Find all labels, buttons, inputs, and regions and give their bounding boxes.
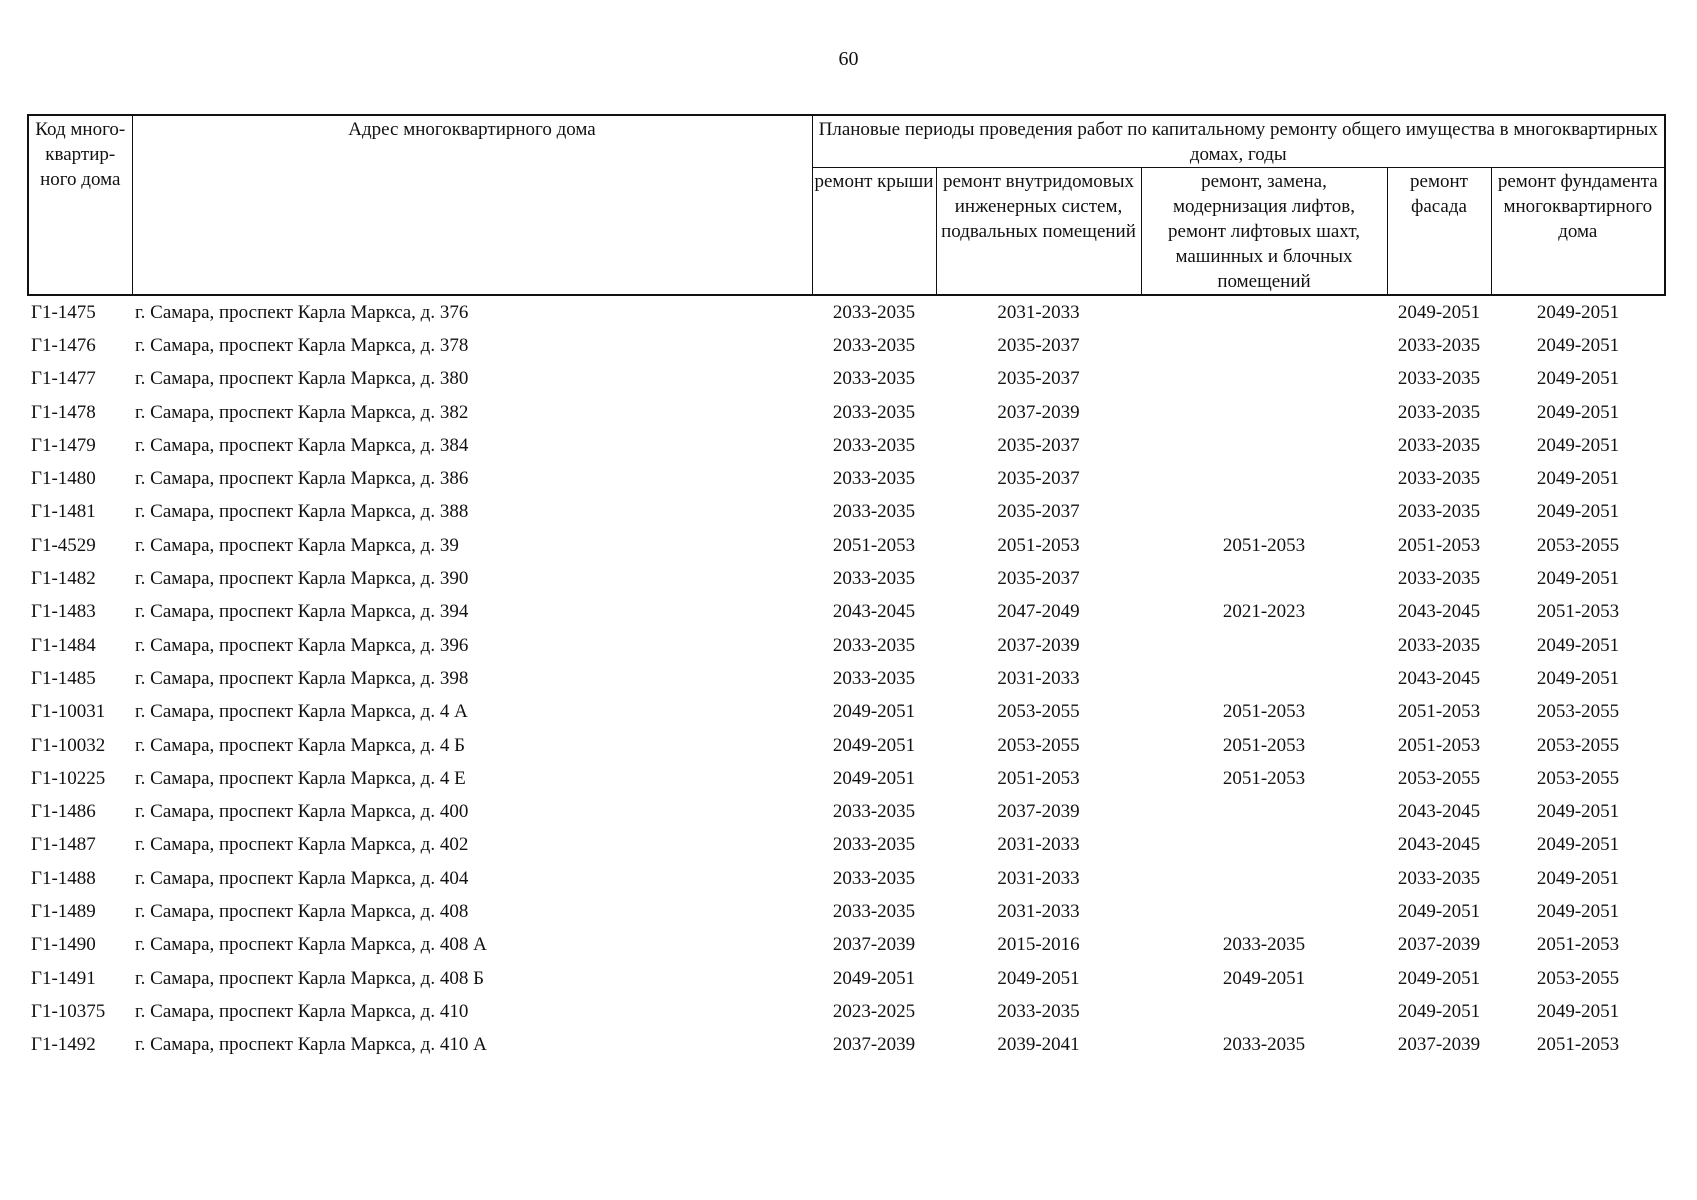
cell-address: г. Самара, проспект Карла Маркса, д. 394 — [135, 601, 469, 623]
cell-systems: 2049-2051 — [997, 967, 1080, 989]
cell-elevators — [1141, 829, 1387, 862]
header-roof: ремонт крыши — [812, 168, 936, 296]
cell-roof: 2033-2035 — [832, 301, 916, 323]
cell-foundation: 2053-2055 — [1536, 967, 1620, 989]
cell-roof: 2043-2045 — [832, 601, 916, 623]
cell-facade: 2033-2035 — [1397, 568, 1481, 590]
cell-roof: 2033-2035 — [832, 401, 916, 423]
cell-systems: 2031-2033 — [997, 301, 1080, 323]
table-header — [28, 115, 1665, 295]
cell-facade: 2033-2035 — [1397, 368, 1481, 390]
cell-foundation: 2049-2051 — [1536, 434, 1620, 456]
cell-elevators — [1141, 862, 1387, 895]
repair-schedule-table — [27, 114, 1666, 1062]
cell-roof: 2037-2039 — [832, 1034, 916, 1056]
cell-facade: 2033-2035 — [1397, 468, 1481, 490]
cell-foundation: 2049-2051 — [1536, 900, 1620, 922]
cell-code: Г1-1482 — [31, 568, 96, 590]
cell-systems: 2051-2053 — [997, 534, 1080, 556]
cell-elevators — [1141, 629, 1387, 662]
cell-code: Г1-1483 — [31, 601, 96, 623]
cell-address: г. Самара, проспект Карла Маркса, д. 384 — [135, 434, 469, 456]
cell-elevators — [1141, 429, 1387, 462]
cell-systems: 2047-2049 — [997, 601, 1080, 623]
table-row — [28, 696, 1665, 729]
cell-systems: 2053-2055 — [997, 701, 1080, 723]
cell-foundation: 2053-2055 — [1536, 734, 1620, 756]
cell-elevators: 2049-2051 — [1222, 967, 1306, 989]
cell-roof: 2033-2035 — [832, 568, 916, 590]
cell-address: г. Самара, проспект Карла Маркса, д. 380 — [135, 368, 469, 390]
cell-address: г. Самара, проспект Карла Маркса, д. 402 — [135, 834, 469, 856]
table-body — [28, 295, 1665, 1062]
cell-code: Г1-1475 — [31, 301, 96, 323]
table-row — [28, 562, 1665, 595]
table-row — [28, 662, 1665, 695]
table-row — [28, 596, 1665, 629]
cell-code: Г1-10031 — [31, 701, 106, 723]
cell-facade: 2033-2035 — [1397, 334, 1481, 356]
cell-elevators — [1141, 396, 1387, 429]
cell-address: г. Самара, проспект Карла Маркса, д. 408 А — [135, 934, 487, 956]
header-foundation: ремонт фундамента многоквартирного дома — [1491, 168, 1665, 296]
cell-facade: 2049-2051 — [1397, 900, 1481, 922]
cell-systems: 2037-2039 — [997, 634, 1080, 656]
cell-systems: 2053-2055 — [997, 734, 1080, 756]
cell-facade: 2037-2039 — [1397, 1034, 1481, 1056]
cell-facade: 2051-2053 — [1397, 534, 1481, 556]
table-row — [28, 995, 1665, 1028]
cell-code: Г1-10032 — [31, 734, 106, 756]
cell-code: Г1-1486 — [31, 801, 96, 823]
cell-facade: 2049-2051 — [1397, 1000, 1481, 1022]
cell-code: Г1-1481 — [31, 501, 96, 523]
cell-elevators: 2051-2053 — [1222, 767, 1306, 789]
cell-code: Г1-1476 — [31, 334, 96, 356]
table-row — [28, 529, 1665, 562]
cell-address: г. Самара, проспект Карла Маркса, д. 396 — [135, 634, 469, 656]
cell-elevators — [1141, 562, 1387, 595]
cell-address: г. Самара, проспект Карла Маркса, д. 4 Б — [135, 734, 466, 756]
cell-roof: 2033-2035 — [832, 468, 916, 490]
cell-systems: 2033-2035 — [997, 1000, 1080, 1022]
cell-elevators — [1141, 462, 1387, 495]
cell-code: Г1-1487 — [31, 834, 96, 856]
table-row — [28, 295, 1665, 329]
cell-elevators — [1141, 496, 1387, 529]
cell-systems: 2031-2033 — [997, 900, 1080, 922]
cell-facade: 2049-2051 — [1397, 301, 1481, 323]
cell-elevators — [1141, 795, 1387, 828]
cell-address: г. Самара, проспект Карла Маркса, д. 376 — [135, 301, 469, 323]
cell-roof: 2033-2035 — [832, 434, 916, 456]
cell-systems: 2035-2037 — [997, 434, 1080, 456]
cell-elevators — [1141, 329, 1387, 362]
cell-roof: 2033-2035 — [832, 834, 916, 856]
cell-roof: 2049-2051 — [832, 767, 916, 789]
cell-elevators: 2033-2035 — [1222, 1034, 1306, 1056]
table-row — [28, 929, 1665, 962]
cell-code: Г1-1485 — [31, 667, 96, 689]
cell-systems: 2037-2039 — [997, 401, 1080, 423]
cell-elevators: 2051-2053 — [1222, 734, 1306, 756]
cell-address: г. Самара, проспект Карла Маркса, д. 39 — [135, 534, 459, 556]
cell-elevators: 2051-2053 — [1222, 534, 1306, 556]
header-elevators: ремонт, замена, модернизация лифтов, ремонт лифтовых шахт, машинных и блочных помещений — [1141, 168, 1387, 296]
table-row — [28, 363, 1665, 396]
cell-foundation: 2053-2055 — [1536, 534, 1620, 556]
cell-roof: 2033-2035 — [832, 368, 916, 390]
table-row — [28, 895, 1665, 928]
cell-facade: 2033-2035 — [1397, 634, 1481, 656]
cell-address: г. Самара, проспект Карла Маркса, д. 408 Б — [135, 967, 485, 989]
cell-code: Г1-1477 — [31, 368, 96, 390]
table-row — [28, 762, 1665, 795]
cell-facade: 2043-2045 — [1397, 834, 1481, 856]
cell-elevators — [1141, 662, 1387, 695]
header-planned-periods: Плановые периоды проведения работ по капитальному ремонту общего имущества в многоквартирных домах, годы — [812, 115, 1665, 168]
table-row — [28, 795, 1665, 828]
cell-foundation: 2053-2055 — [1536, 767, 1620, 789]
cell-systems: 2031-2033 — [997, 834, 1080, 856]
cell-systems: 2035-2037 — [997, 501, 1080, 523]
header-engineering-systems: ремонт внутридомовых инженерных систем, подвальных помещений — [936, 168, 1141, 296]
table-row — [28, 729, 1665, 762]
cell-elevators: 2051-2053 — [1222, 701, 1306, 723]
cell-roof: 2033-2035 — [832, 634, 916, 656]
cell-facade: 2037-2039 — [1397, 934, 1481, 956]
cell-systems: 2037-2039 — [997, 801, 1080, 823]
table-row — [28, 829, 1665, 862]
cell-code: Г1-1492 — [31, 1034, 96, 1056]
cell-roof: 2033-2035 — [832, 900, 916, 922]
cell-code: Г1-1480 — [31, 468, 96, 490]
cell-systems: 2031-2033 — [997, 667, 1080, 689]
table-row — [28, 496, 1665, 529]
table-row — [28, 396, 1665, 429]
cell-foundation: 2051-2053 — [1536, 934, 1620, 956]
cell-facade: 2043-2045 — [1397, 801, 1481, 823]
cell-systems: 2015-2016 — [997, 934, 1080, 956]
header-code: Код много-квартир-ного дома — [28, 115, 132, 295]
table-row — [28, 462, 1665, 495]
cell-elevators — [1141, 295, 1387, 329]
cell-code: Г1-1491 — [31, 967, 96, 989]
cell-facade: 2051-2053 — [1397, 701, 1481, 723]
cell-roof: 2037-2039 — [832, 934, 916, 956]
cell-foundation: 2049-2051 — [1536, 301, 1620, 323]
cell-code: Г1-1489 — [31, 900, 96, 922]
cell-address: г. Самара, проспект Карла Маркса, д. 378 — [135, 334, 469, 356]
cell-facade: 2043-2045 — [1397, 667, 1481, 689]
cell-elevators: 2021-2023 — [1222, 601, 1306, 623]
cell-elevators — [1141, 363, 1387, 396]
cell-code: Г1-10225 — [31, 767, 106, 789]
cell-systems: 2035-2037 — [997, 368, 1080, 390]
cell-elevators — [1141, 995, 1387, 1028]
header-facade: ремонт фасада — [1387, 168, 1491, 296]
cell-foundation: 2049-2051 — [1536, 1000, 1620, 1022]
cell-code: Г1-4529 — [31, 534, 96, 556]
cell-foundation: 2049-2051 — [1536, 867, 1620, 889]
cell-systems: 2035-2037 — [997, 568, 1080, 590]
page-number: 60 — [838, 48, 859, 70]
cell-foundation: 2049-2051 — [1536, 368, 1620, 390]
cell-roof: 2033-2035 — [832, 334, 916, 356]
cell-foundation: 2049-2051 — [1536, 634, 1620, 656]
header-address: Адрес многоквартирного дома — [132, 115, 812, 295]
cell-code: Г1-1478 — [31, 401, 96, 423]
table-row — [28, 962, 1665, 995]
cell-facade: 2033-2035 — [1397, 401, 1481, 423]
cell-systems: 2035-2037 — [997, 334, 1080, 356]
cell-foundation: 2049-2051 — [1536, 667, 1620, 689]
cell-facade: 2033-2035 — [1397, 501, 1481, 523]
cell-address: г. Самара, проспект Карла Маркса, д. 404 — [135, 867, 469, 889]
cell-address: г. Самара, проспект Карла Маркса, д. 410 — [135, 1000, 469, 1022]
cell-roof: 2033-2035 — [832, 801, 916, 823]
table-row — [28, 862, 1665, 895]
cell-foundation: 2049-2051 — [1536, 401, 1620, 423]
cell-foundation: 2049-2051 — [1536, 834, 1620, 856]
cell-roof: 2033-2035 — [832, 667, 916, 689]
cell-facade: 2051-2053 — [1397, 734, 1481, 756]
cell-address: г. Самара, проспект Карла Маркса, д. 408 — [135, 900, 469, 922]
cell-foundation: 2049-2051 — [1536, 801, 1620, 823]
table-row — [28, 329, 1665, 362]
cell-foundation: 2049-2051 — [1536, 334, 1620, 356]
cell-systems: 2051-2053 — [997, 767, 1080, 789]
cell-address: г. Самара, проспект Карла Маркса, д. 4 Е — [135, 767, 466, 789]
cell-facade: 2033-2035 — [1397, 867, 1481, 889]
table-row — [28, 429, 1665, 462]
cell-foundation: 2051-2053 — [1536, 601, 1620, 623]
cell-foundation: 2053-2055 — [1536, 701, 1620, 723]
cell-roof: 2033-2035 — [832, 501, 916, 523]
cell-elevators: 2033-2035 — [1222, 934, 1306, 956]
cell-facade: 2049-2051 — [1397, 967, 1481, 989]
cell-code: Г1-10375 — [31, 1000, 106, 1022]
cell-elevators — [1141, 895, 1387, 928]
header-row-top — [28, 115, 1665, 168]
cell-code: Г1-1484 — [31, 634, 96, 656]
cell-roof: 2051-2053 — [832, 534, 916, 556]
cell-address: г. Самара, проспект Карла Маркса, д. 400 — [135, 801, 469, 823]
table-row — [28, 629, 1665, 662]
cell-code: Г1-1488 — [31, 867, 96, 889]
cell-address: г. Самара, проспект Карла Маркса, д. 388 — [135, 501, 469, 523]
cell-foundation: 2049-2051 — [1536, 568, 1620, 590]
cell-roof: 2049-2051 — [832, 967, 916, 989]
cell-code: Г1-1490 — [31, 934, 96, 956]
cell-address: г. Самара, проспект Карла Маркса, д. 4 А — [135, 701, 468, 723]
cell-facade: 2053-2055 — [1397, 767, 1481, 789]
cell-address: г. Самара, проспект Карла Маркса, д. 398 — [135, 667, 469, 689]
cell-address: г. Самара, проспект Карла Маркса, д. 382 — [135, 401, 469, 423]
cell-foundation: 2051-2053 — [1536, 1034, 1620, 1056]
cell-systems: 2031-2033 — [997, 867, 1080, 889]
cell-foundation: 2049-2051 — [1536, 468, 1620, 490]
cell-address: г. Самара, проспект Карла Маркса, д. 410 А — [135, 1034, 487, 1056]
table-row — [28, 1029, 1665, 1062]
cell-code: Г1-1479 — [31, 434, 96, 456]
cell-systems: 2035-2037 — [997, 468, 1080, 490]
cell-foundation: 2049-2051 — [1536, 501, 1620, 523]
cell-roof: 2023-2025 — [832, 1000, 916, 1022]
cell-roof: 2049-2051 — [832, 701, 916, 723]
cell-roof: 2049-2051 — [832, 734, 916, 756]
cell-address: г. Самара, проспект Карла Маркса, д. 386 — [135, 468, 469, 490]
cell-facade: 2033-2035 — [1397, 434, 1481, 456]
cell-facade: 2043-2045 — [1397, 601, 1481, 623]
cell-roof: 2033-2035 — [832, 867, 916, 889]
cell-address: г. Самара, проспект Карла Маркса, д. 390 — [135, 568, 469, 590]
cell-systems: 2039-2041 — [997, 1034, 1080, 1056]
